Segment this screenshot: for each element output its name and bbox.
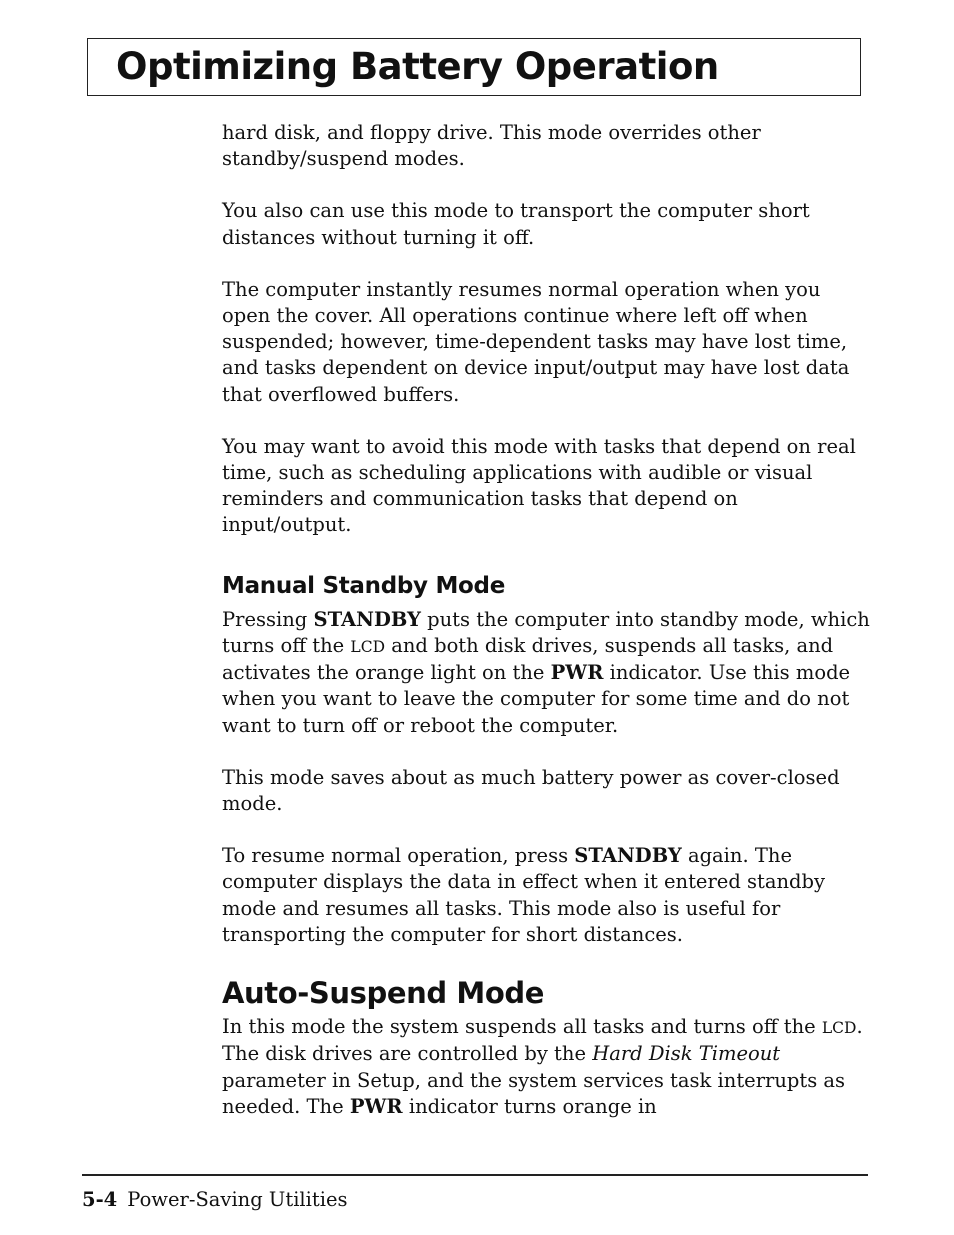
paragraph-avoid: You may want to avoid this mode with tasks that depend on real time, such as scheduling applications with audible or visual reminders and communication tasks that depend on input/output. xyxy=(222,434,856,537)
key-pwr: PWR xyxy=(550,661,604,685)
abbr-lcd: LCD xyxy=(350,638,386,657)
key-standby: STANDBY xyxy=(574,844,682,868)
page-header-box xyxy=(87,38,861,96)
page-number: 5-4 xyxy=(82,1188,118,1211)
parameter-name: Hard Disk Timeout xyxy=(592,1042,781,1066)
paragraph-auto-suspend: In this mode the system suspends all tasks and turns off the LCD. The disk drives are controlled by the Hard Disk Timeout parameter in Setup, and the system services task interrupts as needed. The PWR indicator turns orange in xyxy=(222,1015,863,1118)
paragraph-standby-intro: Pressing STANDBY puts the computer into standby mode, which turns off the LCD and both disk drives, suspends all tasks, and activates the orange light on the PWR indicator. Use this mode when you want to leave the computer for some time and do not want to turn off or reboot the computer. xyxy=(222,607,870,737)
footer-section-title: Power-Saving Utilities xyxy=(127,1188,348,1211)
footer-divider xyxy=(82,1174,868,1176)
paragraph-standby-power: This mode saves about as much battery power as cover-closed mode. xyxy=(222,765,840,816)
heading-manual-standby: Manual Standby Mode xyxy=(222,572,506,599)
paragraph-continuation: hard disk, and floppy drive. This mode overrides other standby/suspend modes. xyxy=(222,121,761,171)
body-text xyxy=(222,120,872,1146)
paragraph-resume: The computer instantly resumes normal operation when you open the cover. All operations continue where left off when suspended; however, time-dependent tasks may have lost time, and tasks dependent on device input/output may have lost data that overflowed buffers. xyxy=(222,277,850,406)
heading-auto-suspend: Auto-Suspend Mode xyxy=(222,976,545,1011)
page-title: Optimizing Battery Operation xyxy=(116,45,719,88)
paragraph-standby-resume: To resume normal operation, press STANDBY again. The computer displays the data in effect when it entered standby mode and resumes all tasks. This mode also is useful for transporting the computer for short distances. xyxy=(222,844,826,946)
key-pwr: PWR xyxy=(349,1094,403,1118)
page-footer xyxy=(82,1188,348,1211)
abbr-lcd: LCD xyxy=(821,1019,857,1038)
key-standby: STANDBY xyxy=(313,607,421,631)
paragraph-transport: You also can use this mode to transport the computer short distances without turning it off. xyxy=(222,199,810,249)
